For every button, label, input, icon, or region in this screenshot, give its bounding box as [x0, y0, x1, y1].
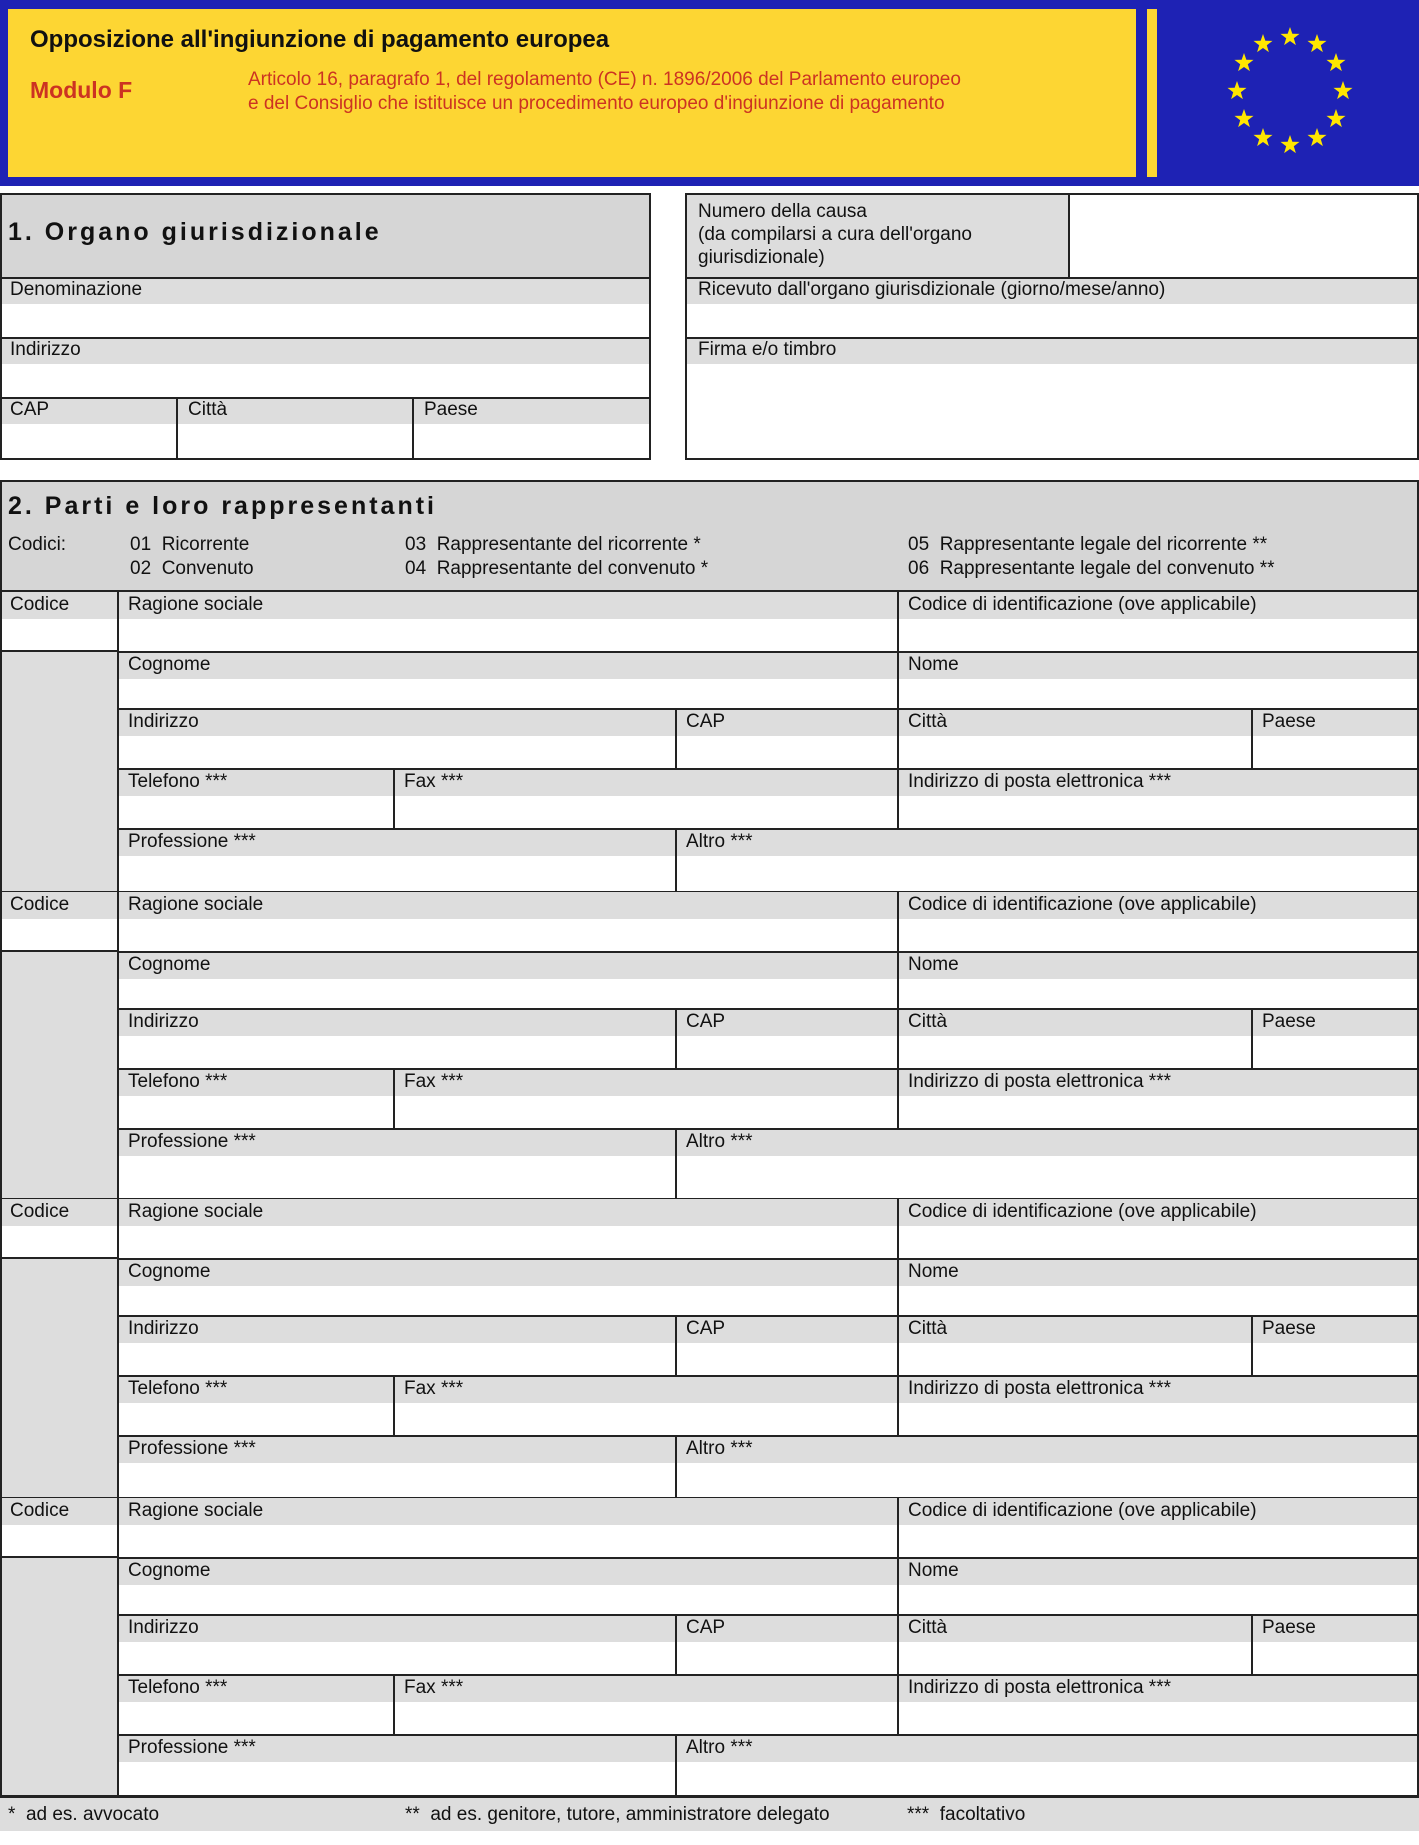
- code-01: 01 Ricorrente: [130, 534, 250, 555]
- code-03: 03 Rappresentante del ricorrente *: [405, 534, 701, 555]
- party-1-code-label: Codice: [0, 592, 118, 619]
- party-4-email-label: Indirizzo di posta elettronica ***: [898, 1675, 1419, 1702]
- section-2-title: 2. Parti e loro rappresentanti: [8, 492, 437, 520]
- party-1-company-name-label: Ragione sociale: [118, 592, 898, 619]
- party-2-code-label: Codice: [0, 892, 118, 919]
- party-3-phone-label: Telefono ***: [118, 1376, 394, 1403]
- party-4-surname-label: Cognome: [118, 1558, 898, 1585]
- party-1-postcode-label: CAP: [676, 709, 898, 736]
- party-4-phone-label: Telefono ***: [118, 1675, 394, 1702]
- party-4-fax-label: Fax ***: [394, 1675, 898, 1702]
- party-1-profession-label: Professione ***: [118, 829, 676, 856]
- party-4-company-name-label: Ragione sociale: [118, 1498, 898, 1525]
- court-postcode-label: CAP: [0, 397, 176, 424]
- party-1-phone-label: Telefono ***: [118, 769, 394, 796]
- footnote-3: *** facoltativo: [907, 1804, 1026, 1825]
- court-use-box-border: [685, 193, 1419, 460]
- court-city-label: Città: [178, 397, 412, 424]
- case-number-label-2: (da compilarsi a cura dell'organo: [698, 224, 972, 245]
- party-2-profession-label: Professione ***: [118, 1129, 676, 1156]
- section-1-title: 1. Organo giurisdizionale: [8, 218, 382, 246]
- code-04: 04 Rappresentante del convenuto *: [405, 558, 709, 579]
- codes-label: Codici:: [8, 534, 67, 555]
- party-3-postcode-label: CAP: [676, 1316, 898, 1343]
- party-3-profession-label: Professione ***: [118, 1436, 676, 1463]
- party-3-email-label: Indirizzo di posta elettronica ***: [898, 1376, 1419, 1403]
- legal-basis-line-2: e del Consiglio che istituisce un procedimento europeo d'ingiunzione di pagamento: [248, 93, 945, 114]
- court-country-label: Paese: [414, 397, 651, 424]
- code-06: 06 Rappresentante legale del convenuto **: [908, 558, 1275, 579]
- court-section-border: [0, 193, 651, 460]
- footnotes-row: [0, 1798, 1419, 1831]
- form-code: Modulo F: [30, 77, 133, 103]
- party-3-company-name-label: Ragione sociale: [118, 1199, 898, 1226]
- header-stripe: [1147, 9, 1157, 177]
- court-use-box: [685, 193, 1419, 460]
- party-1-first-name-label: Nome: [898, 652, 1419, 679]
- footnote-2: ** ad es. genitore, tutore, amministratore delegato: [405, 1804, 830, 1825]
- party-2-phone-label: Telefono ***: [118, 1069, 394, 1096]
- party-4-country-label: Paese: [1252, 1615, 1419, 1642]
- party-4-city-label: Città: [898, 1615, 1252, 1642]
- signature-label: Firma e/o timbro: [685, 337, 1419, 364]
- party-4-postcode-label: CAP: [676, 1615, 898, 1642]
- party-2-id-code-label: Codice di identificazione (ove applicabile): [898, 892, 1419, 919]
- party-2-email-label: Indirizzo di posta elettronica ***: [898, 1069, 1419, 1096]
- code-05: 05 Rappresentante legale del ricorrente **: [908, 534, 1268, 555]
- party-3-code-label: Codice: [0, 1199, 118, 1226]
- party-4-address-label: Indirizzo: [118, 1615, 676, 1642]
- party-2-surname-label: Cognome: [118, 952, 898, 979]
- form-title: Opposizione all'ingiunzione di pagamento europea: [30, 26, 610, 53]
- party-3-other-label: Altro ***: [676, 1436, 1419, 1463]
- court-section: [0, 193, 651, 460]
- party-1-other-label: Altro ***: [676, 829, 1419, 856]
- court-name-label: Denominazione: [0, 277, 651, 304]
- party-1-fax-label: Fax ***: [394, 769, 898, 796]
- party-1-id-code-label: Codice di identificazione (ove applicabile): [898, 592, 1419, 619]
- party-2-postcode-label: CAP: [676, 1009, 898, 1036]
- eu-flag-stars-icon: [1220, 25, 1360, 165]
- party-2-first-name-label: Nome: [898, 952, 1419, 979]
- party-4-first-name-label: Nome: [898, 1558, 1419, 1585]
- case-number-label-1: Numero della causa: [698, 201, 867, 222]
- party-2-address-label: Indirizzo: [118, 1009, 676, 1036]
- party-4-id-code-label: Codice di identificazione (ove applicabile): [898, 1498, 1419, 1525]
- party-3-country-label: Paese: [1252, 1316, 1419, 1343]
- party-3-fax-label: Fax ***: [394, 1376, 898, 1403]
- party-2-other-label: Altro ***: [676, 1129, 1419, 1156]
- party-1-city-label: Città: [898, 709, 1252, 736]
- footnote-1: * ad es. avvocato: [8, 1804, 160, 1825]
- divider: [0, 1796, 1419, 1798]
- case-number-label-3: giurisdizionale): [698, 247, 825, 268]
- party-2-company-name-label: Ragione sociale: [118, 892, 898, 919]
- party-1-surname-label: Cognome: [118, 652, 898, 679]
- party-4-code-label: Codice: [0, 1498, 118, 1525]
- party-3-address-label: Indirizzo: [118, 1316, 676, 1343]
- court-address-label: Indirizzo: [0, 337, 651, 364]
- party-3-city-label: Città: [898, 1316, 1252, 1343]
- parties-section-border: [0, 480, 1419, 1831]
- party-3-id-code-label: Codice di identificazione (ove applicabile): [898, 1199, 1419, 1226]
- party-1-country-label: Paese: [1252, 709, 1419, 736]
- party-1-email-label: Indirizzo di posta elettronica ***: [898, 769, 1419, 796]
- code-02: 02 Convenuto: [130, 558, 254, 579]
- party-2-fax-label: Fax ***: [394, 1069, 898, 1096]
- party-4-other-label: Altro ***: [676, 1735, 1419, 1762]
- party-2-country-label: Paese: [1252, 1009, 1419, 1036]
- party-1-address-label: Indirizzo: [118, 709, 676, 736]
- party-2-city-label: Città: [898, 1009, 1252, 1036]
- received-date-label: Ricevuto dall'organo giurisdizionale (giorno/mese/anno): [685, 277, 1419, 304]
- parties-section: [0, 480, 1419, 1831]
- party-4-profession-label: Professione ***: [118, 1735, 676, 1762]
- party-3-surname-label: Cognome: [118, 1259, 898, 1286]
- legal-basis-line-1: Articolo 16, paragrafo 1, del regolamento (CE) n. 1896/2006 del Parlamento europeo: [248, 69, 961, 90]
- party-3-first-name-label: Nome: [898, 1259, 1419, 1286]
